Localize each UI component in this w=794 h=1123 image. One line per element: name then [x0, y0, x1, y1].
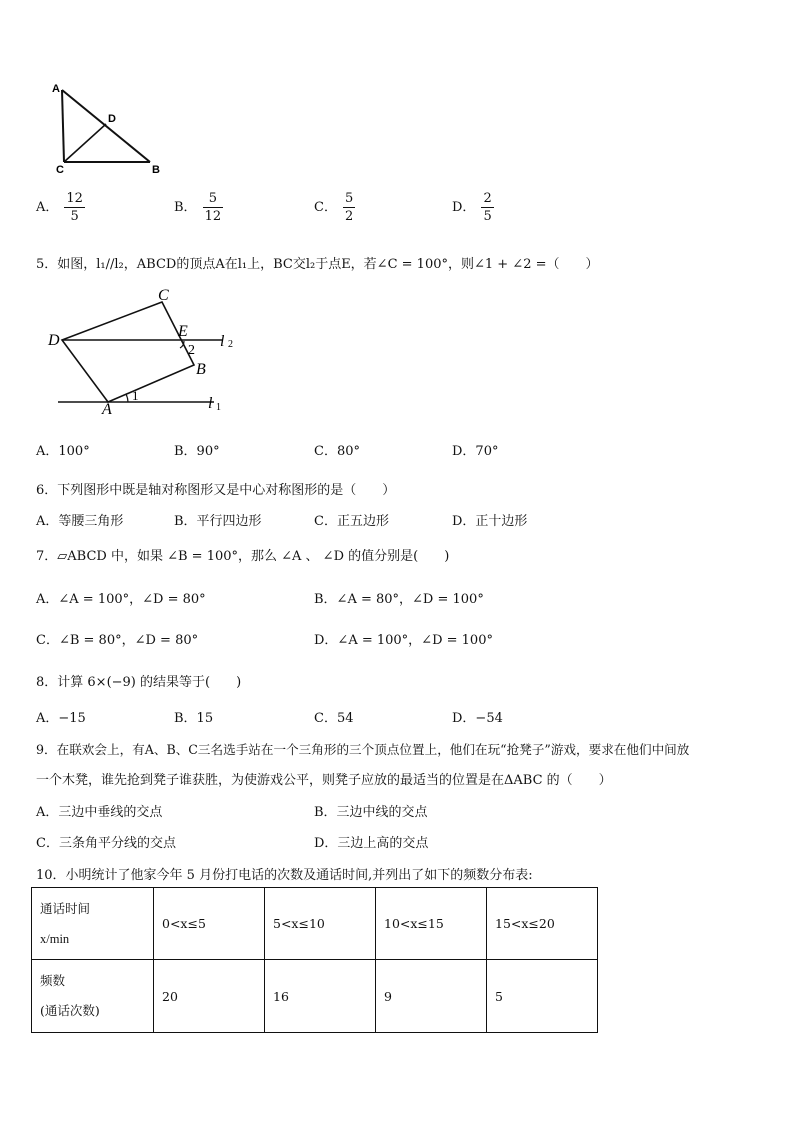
q9-option-b[interactable]: B．三边中线的交点: [314, 805, 428, 820]
q4-option-c-letter: C．: [314, 200, 337, 215]
q5-label-l2: l: [220, 333, 225, 350]
q5-label-a: A: [102, 401, 112, 416]
q8-option-a[interactable]: A．−15: [36, 711, 86, 726]
q8-option-b[interactable]: B．15: [174, 711, 214, 726]
table-cell: 9: [376, 960, 487, 1033]
q7-option-b[interactable]: B．∠A = 80°，∠D = 100°: [314, 592, 484, 607]
table-cell: 20: [154, 960, 265, 1033]
table-cell: 0<x≤5: [154, 888, 265, 960]
q5-label-b: B: [196, 361, 206, 378]
q9-stem-line2: 一个木凳，谁先抢到凳子谁获胜，为使游戏公平，则凳子应放的最适当的位置是在ΔABC 的（ ）: [36, 773, 612, 788]
numerator: 2: [483, 191, 492, 206]
q8-option-d[interactable]: D．−54: [452, 711, 503, 726]
table-header-cell: [32, 888, 154, 960]
q4-option-a[interactable]: [36, 190, 85, 225]
q5-label-d: D: [48, 332, 60, 349]
q4-option-b[interactable]: [174, 190, 223, 225]
numerator: 5: [203, 190, 224, 208]
table-cell: 10<x≤15: [376, 888, 487, 960]
q4-label-b: B: [152, 164, 160, 176]
q4-option-d-fraction: [481, 190, 493, 225]
table-cell: 15<x≤20: [487, 888, 598, 960]
q7-option-c[interactable]: C．∠B = 80°，∠D = 80°: [36, 633, 199, 648]
q4-option-d-letter: D．: [452, 200, 476, 215]
header-unit: x/min: [40, 931, 70, 946]
q9-option-d[interactable]: D．三边上高的交点: [314, 836, 429, 851]
q5-angle-2: 2: [188, 343, 195, 358]
q4-option-c[interactable]: [314, 190, 355, 225]
numerator: 5: [344, 191, 354, 206]
q4-triangle-figure: [46, 80, 166, 180]
q5-option-b[interactable]: B．90°: [174, 444, 220, 459]
q4-option-a-letter: A．: [36, 200, 59, 215]
q6-option-b[interactable]: B．平行四边形: [174, 514, 262, 529]
denominator: 5: [70, 209, 79, 224]
table-row: [32, 960, 598, 1033]
q6-stem: 6．下列图形中既是轴对称图形又是中心对称图形的是（ ）: [36, 483, 396, 498]
q5-label-c: C: [158, 287, 169, 304]
q5-label-l1-sub: 1: [216, 402, 221, 413]
q6-option-c[interactable]: C．正五边形: [314, 514, 389, 529]
table-row: [32, 888, 598, 960]
q10-stem: 10．小明统计了他家今年 5 月份打电话的次数及通话时间,并列出了如下的频数分布表:: [36, 868, 533, 883]
q5-parallelogram-figure: [44, 286, 244, 416]
q4-label-a: A: [52, 83, 60, 95]
q9-option-c[interactable]: C．三条角平分线的交点: [36, 836, 176, 851]
q5-stem: 5．如图，l₁//l₂，ABCD的顶点A在l₁上，BC交l₂于点E，若∠C = 100°，则∠1 + ∠2 =（ ）: [36, 257, 599, 272]
header-frequency: 频数: [40, 973, 66, 988]
q8-stem: 8．计算 6×(−9) 的结果等于( ): [36, 675, 242, 690]
q4-label-c: C: [56, 164, 64, 176]
q5-label-e: E: [178, 323, 188, 340]
q5-option-a[interactable]: A．100°: [36, 444, 90, 459]
q7-option-d[interactable]: D．∠A = 100°，∠D = 100°: [314, 633, 493, 648]
q4-option-c-fraction: [343, 190, 355, 225]
header-calls: (通话次数): [40, 1003, 100, 1018]
q5-option-c[interactable]: C．80°: [314, 444, 360, 459]
q4-option-b-letter: B．: [174, 200, 197, 215]
table-cell: 5<x≤10: [265, 888, 376, 960]
q8-option-c[interactable]: C．54: [314, 711, 354, 726]
frequency-table: [31, 887, 598, 1033]
denominator: 12: [204, 209, 222, 224]
denominator: 2: [344, 209, 354, 224]
q7-stem: 7．▱ABCD 中，如果 ∠B = 100°，那么 ∠A 、 ∠D 的值分别是( ): [36, 549, 450, 564]
q9-option-a[interactable]: A．三边中垂线的交点: [36, 805, 163, 820]
q5-option-d[interactable]: D．70°: [452, 444, 499, 459]
q4-option-d[interactable]: [452, 190, 494, 225]
q7-option-a[interactable]: A．∠A = 100°，∠D = 80°: [36, 592, 206, 607]
denominator: 5: [483, 209, 492, 224]
table-cell: 16: [265, 960, 376, 1033]
q6-option-d[interactable]: D．正十边形: [452, 514, 528, 529]
table-header-cell: [32, 960, 154, 1033]
q5-angle-1: 1: [132, 388, 139, 403]
q5-label-l2-sub: 2: [228, 339, 233, 350]
q9-stem-line1: 9．在联欢会上，有A、B、C三名选手站在一个三角形的三个顶点位置上，他们在玩“抢凳子”游戏，要求在他们中间放: [36, 742, 690, 757]
q5-label-l1: l: [208, 395, 213, 412]
numerator: 12: [66, 191, 83, 206]
q4-label-d: D: [108, 113, 116, 125]
q6-option-a[interactable]: A．等腰三角形: [36, 514, 124, 529]
q4-option-a-fraction: [64, 190, 85, 225]
table-cell: 5: [487, 960, 598, 1033]
header-time: 通话时间: [40, 900, 91, 916]
q4-option-b-fraction: [203, 190, 224, 225]
